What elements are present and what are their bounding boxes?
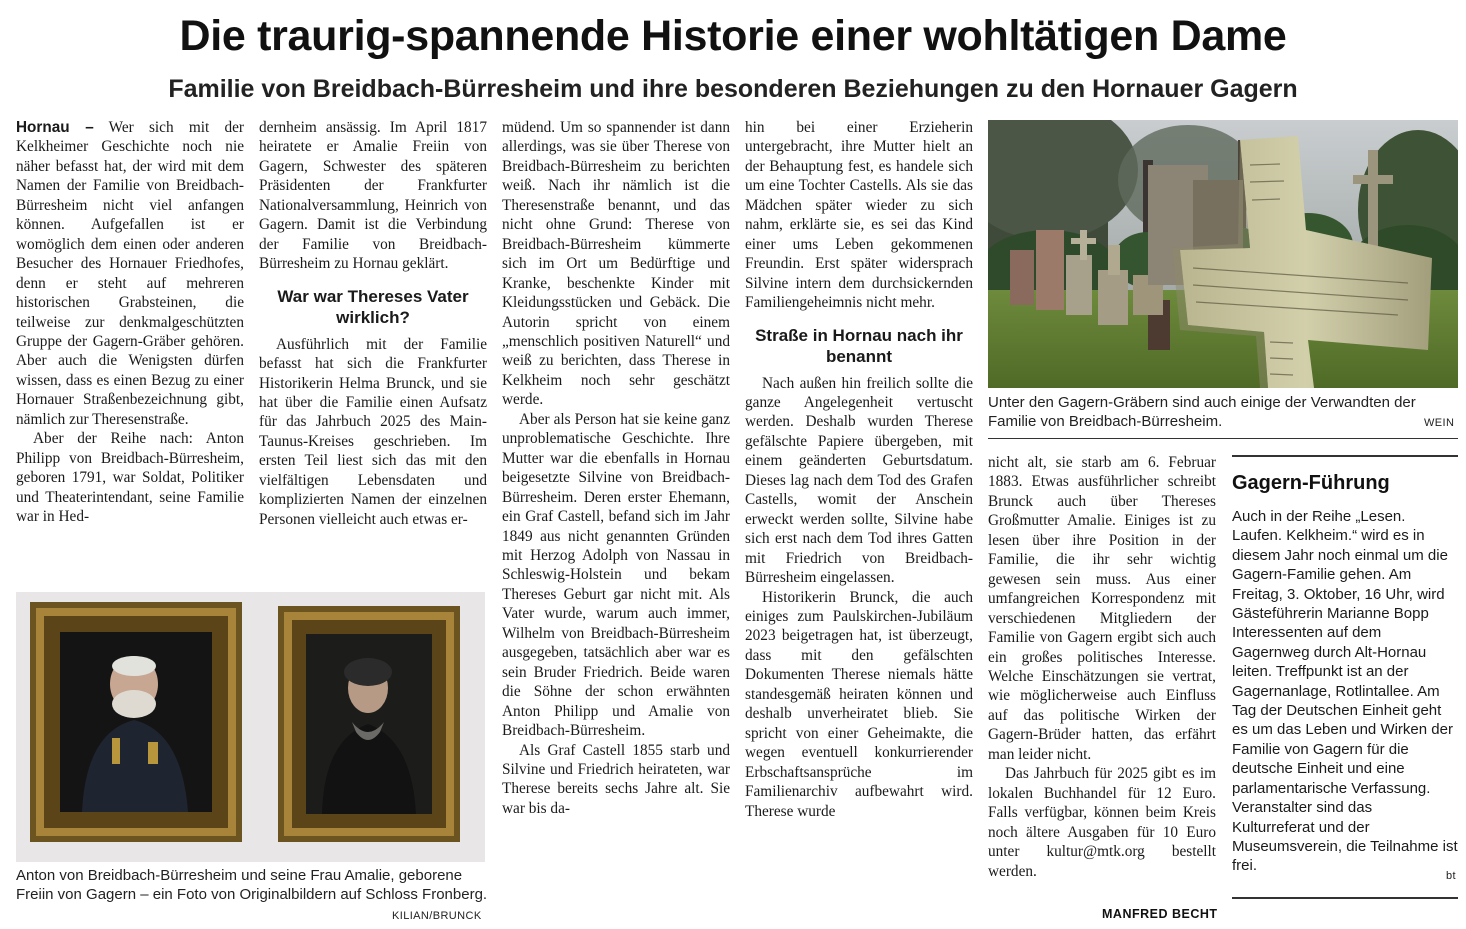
- subheading-strasse: Straße in Hornau nach ihr benannt: [755, 325, 963, 366]
- article-column-4: [745, 118, 973, 821]
- subheading-vater: War war Thereses Vater wirklich?: [277, 286, 469, 327]
- paragraph: Das Jahrbuch für 2025 gibt es im lokalen Buchhandel für 12 Euro. Falls verfügbar, können beim Kreis noch ältere Ausgaben für 10 Euro unter kultur@mtk.org bestellt werden.: [988, 765, 1216, 880]
- portrait-photo-credit: KILIAN/BRUNCK: [392, 910, 482, 922]
- portrait-photo-illustration: [16, 592, 485, 862]
- paragraph: Ausführlich mit der Familie befasst hat sich die Frankfurter Historikerin Helma Brunck, und sie hat über die Familie einen Aufsatz für das Jahrbuch 2025 des Main-Taunus-Kreises geschrieben. Im ersten Teil liest sich das mit den vielfältigen Lebensdaten und komplizierten Namen der einzelnen Personen vielleicht auch etwas er-: [259, 335, 487, 528]
- subheadline: Familie von Breidbach-Bürresheim und ihre besonderen Beziehungen zu den Hornauer Gagern: [168, 75, 1298, 103]
- article-column-2: [259, 118, 487, 529]
- grave-photo-caption: Unter den Gagern-Gräbern sind auch einige der Verwandten der Familie von Breidbach-Bürresheim.: [988, 394, 1416, 430]
- paragraph-text: Wer sich mit der Kelkheimer Geschichte noch nie näher befasst hat, der wird mit dem Namen der Familie von Breidbach-Bürresheim nicht viel anfangen können. Aufgefallen ist er womöglich dem einen oder anderen Besucher des Hornauer Friedhofes, denn er steht auf mehreren historischen Grabsteinen, die teilweise zur denkmalgeschützten Gruppe der Gagern-Gräber gehören. Aber auch die Wenigsten dürfen wissen, dass es einen Bezug zu einer Hornauer Straßenbezeichnung gibt, nämlich zur Theresenstraße.: [16, 119, 244, 428]
- sidebar-credit: bt: [1446, 870, 1456, 882]
- sidebar-bottom-rule: [1232, 897, 1458, 899]
- paragraph: Nach außen hin freilich sollte die ganze Angelegenheit vertuscht werden. Deshalb wurden Therese gefälschte Papiere übergeben, mit einem geänderten Geburtsdatum. Dieses lag nach dem Tod des Grafen Castells, womit der Anschein erweckt werden sollte, Silvine habe sich erst nach dem Tod ihres Gatten mit Friedrich von Breidbach-Bürresheim eingelassen.: [745, 374, 973, 587]
- paragraph: Als Graf Castell 1855 starb und Silvine und Friedrich heirateten, war Therese bereits sechs Jahre alt. Sie war bis da-: [502, 741, 730, 817]
- headline: Die traurig-spannende Historie einer wohltätigen Dame: [179, 12, 1287, 60]
- paragraph: Historikerin Brunck, die auch einiges zum Paulskirchen-Jubiläum 2023 beigetragen hat, ist überzeugt, dass mit den gefälschten Dokumenten Therese niemals hätte standesgemäß heiraten können und deshalb unverheiratet blieb. Sie spricht von einer Geheimakte, die wegen eventuell konkurrierender Erbschaftsansprüche im Familienarchiv aufbewahrt wird. Therese wurde: [745, 588, 973, 820]
- grave-photo: [988, 120, 1458, 388]
- paragraph: hin bei einer Erzieherin untergebracht, ihre Mutter hielt an der Behauptung fest, es handele sich um eine Tochter Castells. Als sie das Mädchen später wieder zu sich nahm, erklärte sie, es sei das Kind einer ums Leben gekommenen Freundin. Erst später widersprach Silvine intern dem durchsickernden Familiengeheimnis nicht mehr.: [745, 119, 973, 312]
- paragraph: Aber der Reihe nach: Anton Philipp von Breidbach-Bürresheim, geboren 1791, war Soldat, Politiker und Theaterintendant, seine Familie war in Hed-: [16, 430, 244, 526]
- grave-photo-credit: WEIN: [1424, 417, 1455, 429]
- sidebar-gagern-fuehrung: [1232, 472, 1458, 876]
- grave-photo-illustration: [988, 120, 1458, 388]
- article-column-5: [988, 453, 1216, 881]
- byline: MANFRED BECHT: [1102, 907, 1218, 921]
- sidebar-top-rule: [1232, 455, 1458, 457]
- portrait-photo-caption: Anton von Breidbach-Bürresheim und seine Frau Amalie, geborene Freiin von Gagern – ein Foto von Originalbildern auf Schloss Fronberg.: [16, 867, 488, 903]
- portrait-photo: [16, 592, 485, 862]
- paragraph: Aber als Person hat sie keine ganz unproblematische Geschichte. Ihre Mutter war die ebenfalls in Hornau beigesetzte Silvine von Breidbach-Bürresheim. Deren erster Ehemann, ein Graf Castell, befand sich im Jahr 1849 aus nicht genannten Gründen mit Herzog Adolph von Nassau in Schleswig-Holstein und bekam Thereses Geburt gar nicht mit. Als Vater wurde, warum auch immer, Wilhelm von Breidbach-Bürresheim ausgegeben, tatsächlich aber war es sein Bruder Friedrich. Beide waren die Söhne der schon erwähnten Anton Philipp und Amalie von Breidbach-Bürresheim.: [502, 410, 730, 740]
- paragraph: nicht alt, sie starb am 6. Februar 1883. Etwas ausführlicher schreibt Brunck auch über Thereses Großmutter Amalie. Einiges ist zu lesen über ihre Position in der Familie, die ihr sehr wichtig gewesen sein muss. Aus einer umfangreichen Korrespondenz mit verschiedenen Mitgliedern der Familie von Gagern ergibt sich auch ein großes politisches Interesse. Welche Einschätzungen sie vertrat, wie möglicherweise auch Einfluss auf das politische Wirken der Gagern-Brüder hatten, das erfährt man leider nicht.: [988, 454, 1216, 763]
- caption-divider: [988, 438, 1458, 439]
- sidebar-title: Gagern-Führung: [1232, 472, 1390, 494]
- paragraph: [16, 118, 244, 429]
- paragraph: dernheim ansässig. Im April 1817 heiratete er Amalie Freiin von Gagern, Schwester des späteren Präsidenten der Frankfurter Nationalversammlung, Heinrich von Gagern. Damit ist die Verbindung der Familie von Breidbach-Bürresheim zu Hornau geklärt.: [259, 119, 487, 273]
- article-column-1: [16, 118, 244, 527]
- article-column-3: [502, 118, 730, 818]
- sidebar-text: Auch in der Reihe „Lesen. Laufen. Kelkheim.“ wird es in diesem Jahr noch einmal um die Gagern-Familie gehen. Am Freitag, 3. Oktober, 16 Uhr, wird Gästeführerin Marianne Bopp Interessenten auf dem Gagernweg durch Alt-Hornau leiten. Treffpunkt ist an der Gagernanlage, Rotlintallee. Am Tag der Deutschen Einheit geht es um das Leben und Wirken der Familie von Gagern für die deutsche Einheit und eine parlamentarische Verfassung. Veranstalter sind das Kulturreferat und der Museumsverein, die Teilnahme ist frei.: [1232, 508, 1458, 875]
- paragraph: müdend. Um so spannender ist dann allerdings, was sie über Therese von Breidbach-Bürresheim zu berichten weiß. Nach ihr nämlich ist die Theresenstraße benannt, und das nicht ohne Grund: Therese von Breidbach-Bürresheim kümmerte sich im Ort um Bedürftige und Kranke, beschenkte Kinder mit Kleidungsstücken und Gebäck. Die Autorin spricht von einem „menschlich positiven Naturell“ und weiß zu berichten, dass Therese in Kelkheim noch sehr geschätzt werde.: [502, 119, 730, 409]
- dateline: Hornau –: [16, 119, 94, 136]
